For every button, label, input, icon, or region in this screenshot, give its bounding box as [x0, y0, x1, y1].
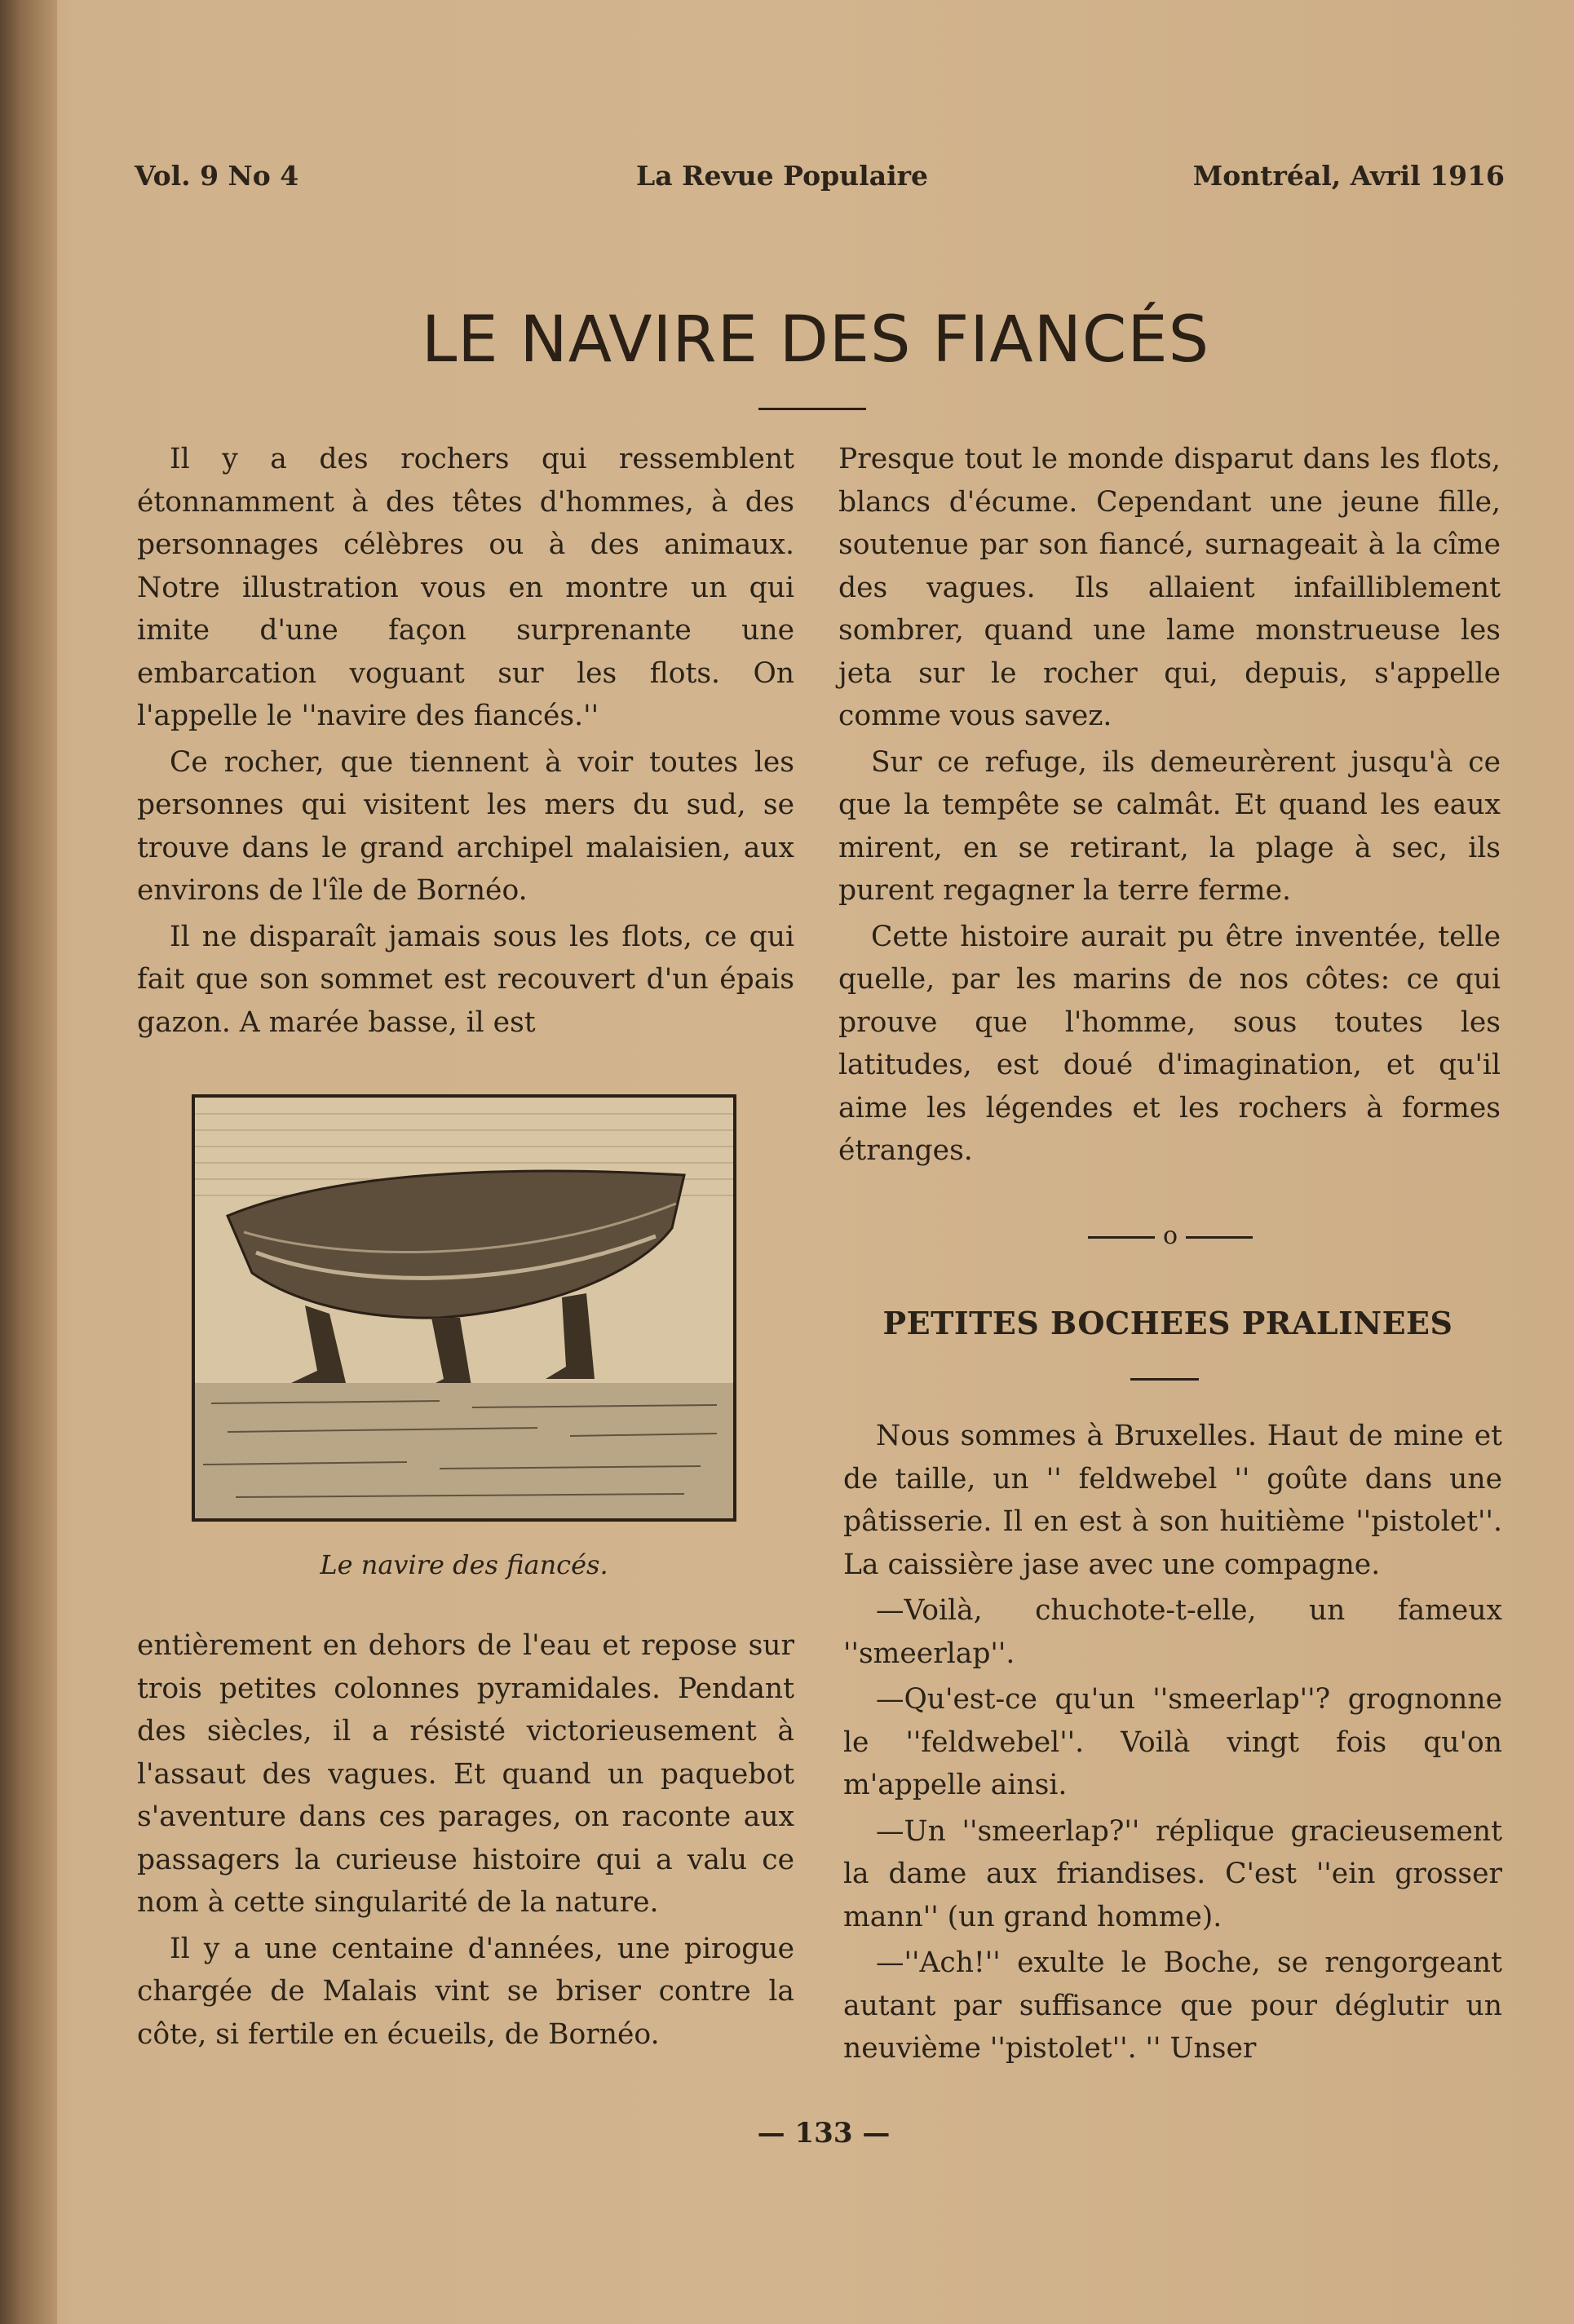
right-column	[838, 438, 1501, 1176]
paragraph: Il y a des rochers qui ressemblent étonnamment à des têtes d'hommes, à des personnages célèbres ou à des animaux. Notre illustration vous en montre un qui imite d'une façon surprenante une embarcation voguant sur les flots. On l'appelle le ''navire des fiancés.''	[137, 443, 794, 732]
figure-caption: Le navire des fiancés.	[320, 1549, 608, 1580]
publication-name: La Revue Populaire	[636, 160, 928, 192]
article-title: LE NAVIRE DES FIANCÉS	[421, 303, 1210, 377]
running-header	[135, 160, 1505, 196]
paragraph: Nous sommes à Bruxelles. Haut de mine et de taille, un '' feldwebel '' goûte dans une pâtisserie. Il en est à son huitième ''pistolet''. La caissière jase avec une compagne.	[843, 1420, 1502, 1581]
subhead-rule	[1130, 1378, 1199, 1381]
section-separator	[1077, 1220, 1264, 1253]
paragraph: Sur ce refuge, ils demeurèrent jusqu'à ce que la tempête se calmât. Et quand les eaux mirent, en se retirant, la plage à sec, ils purent regagner la terre ferme.	[838, 745, 1501, 907]
second-article-title: PETITES BOCHEES PRALINEES	[882, 1305, 1453, 1341]
paragraph: —''Ach!'' exulte le Boche, se rengorgeant autant par suffisance que pour déglutir un neuvième ''pistolet''. '' Unser	[843, 1946, 1502, 2065]
book-gutter	[0, 0, 57, 2324]
left-column-top	[137, 438, 794, 1047]
paragraph: Il y a une centaine d'années, une pirogue chargée de Malais vint se briser contre la côte, si fertile en écueils, de Bornéo.	[137, 1932, 794, 2051]
rock-illustration	[192, 1094, 736, 1522]
ship-rock-engraving	[195, 1098, 733, 1518]
page-number: — 133 —	[757, 2117, 891, 2149]
left-column-bottom	[137, 1624, 794, 2059]
paragraph: —Un ''smeerlap?'' réplique gracieusement la dame aux friandises. C'est ''ein grosser mann'' (un grand homme).	[843, 1814, 1502, 1933]
paragraph: —Qu'est-ce qu'un ''smeerlap''? grognonne le ''feldwebel''. Voilà vingt fois qu'on m'appelle ainsi.	[843, 1683, 1502, 1801]
second-article-body	[843, 1415, 1502, 2074]
place-date: Montréal, Avril 1916	[1192, 160, 1505, 192]
paragraph: Il ne disparaît jamais sous les flots, ce qui fait que son sommet est recouvert d'un épais gazon. A marée basse, il est	[137, 920, 794, 1039]
separator-ornament: o	[1162, 1222, 1178, 1250]
title-rule	[758, 408, 866, 410]
paragraph: Ce rocher, que tiennent à voir toutes les personnes qui visitent les mers du sud, se trouve dans le grand archipel malaisien, aux environs de l'île de Bornéo.	[137, 745, 794, 907]
paragraph: Presque tout le monde disparut dans les flots, blancs d'écume. Cependant une jeune fille, soutenue par son fiancé, surnageait à la cîme des vagues. Ils allaient infailliblement sombrer, quand une lame monstrueuse les jeta sur le rocher qui, depuis, s'appelle comme vous savez.	[838, 443, 1501, 732]
volume-issue: Vol. 9 No 4	[135, 160, 299, 192]
paragraph: entièrement en dehors de l'eau et repose sur trois petites colonnes pyramidales. Pendant des siècles, il a résisté victorieusement à l'assaut des vagues. Et quand un paquebot s'aventure dans ces parages, on raconte aux passagers la curieuse histoire qui a valu ce nom à cette singularité de la nature.	[137, 1629, 794, 1919]
paragraph: —Voilà, chuchote-t-elle, un fameux ''smeerlap''.	[843, 1594, 1502, 1670]
paragraph: Cette histoire aurait pu être inventée, telle quelle, par les marins de nos côtes: ce qui prouve que l'homme, sous toutes les latitudes, est doué d'imagination, et qu'il aime les légendes et les rochers à formes étranges.	[838, 920, 1501, 1167]
